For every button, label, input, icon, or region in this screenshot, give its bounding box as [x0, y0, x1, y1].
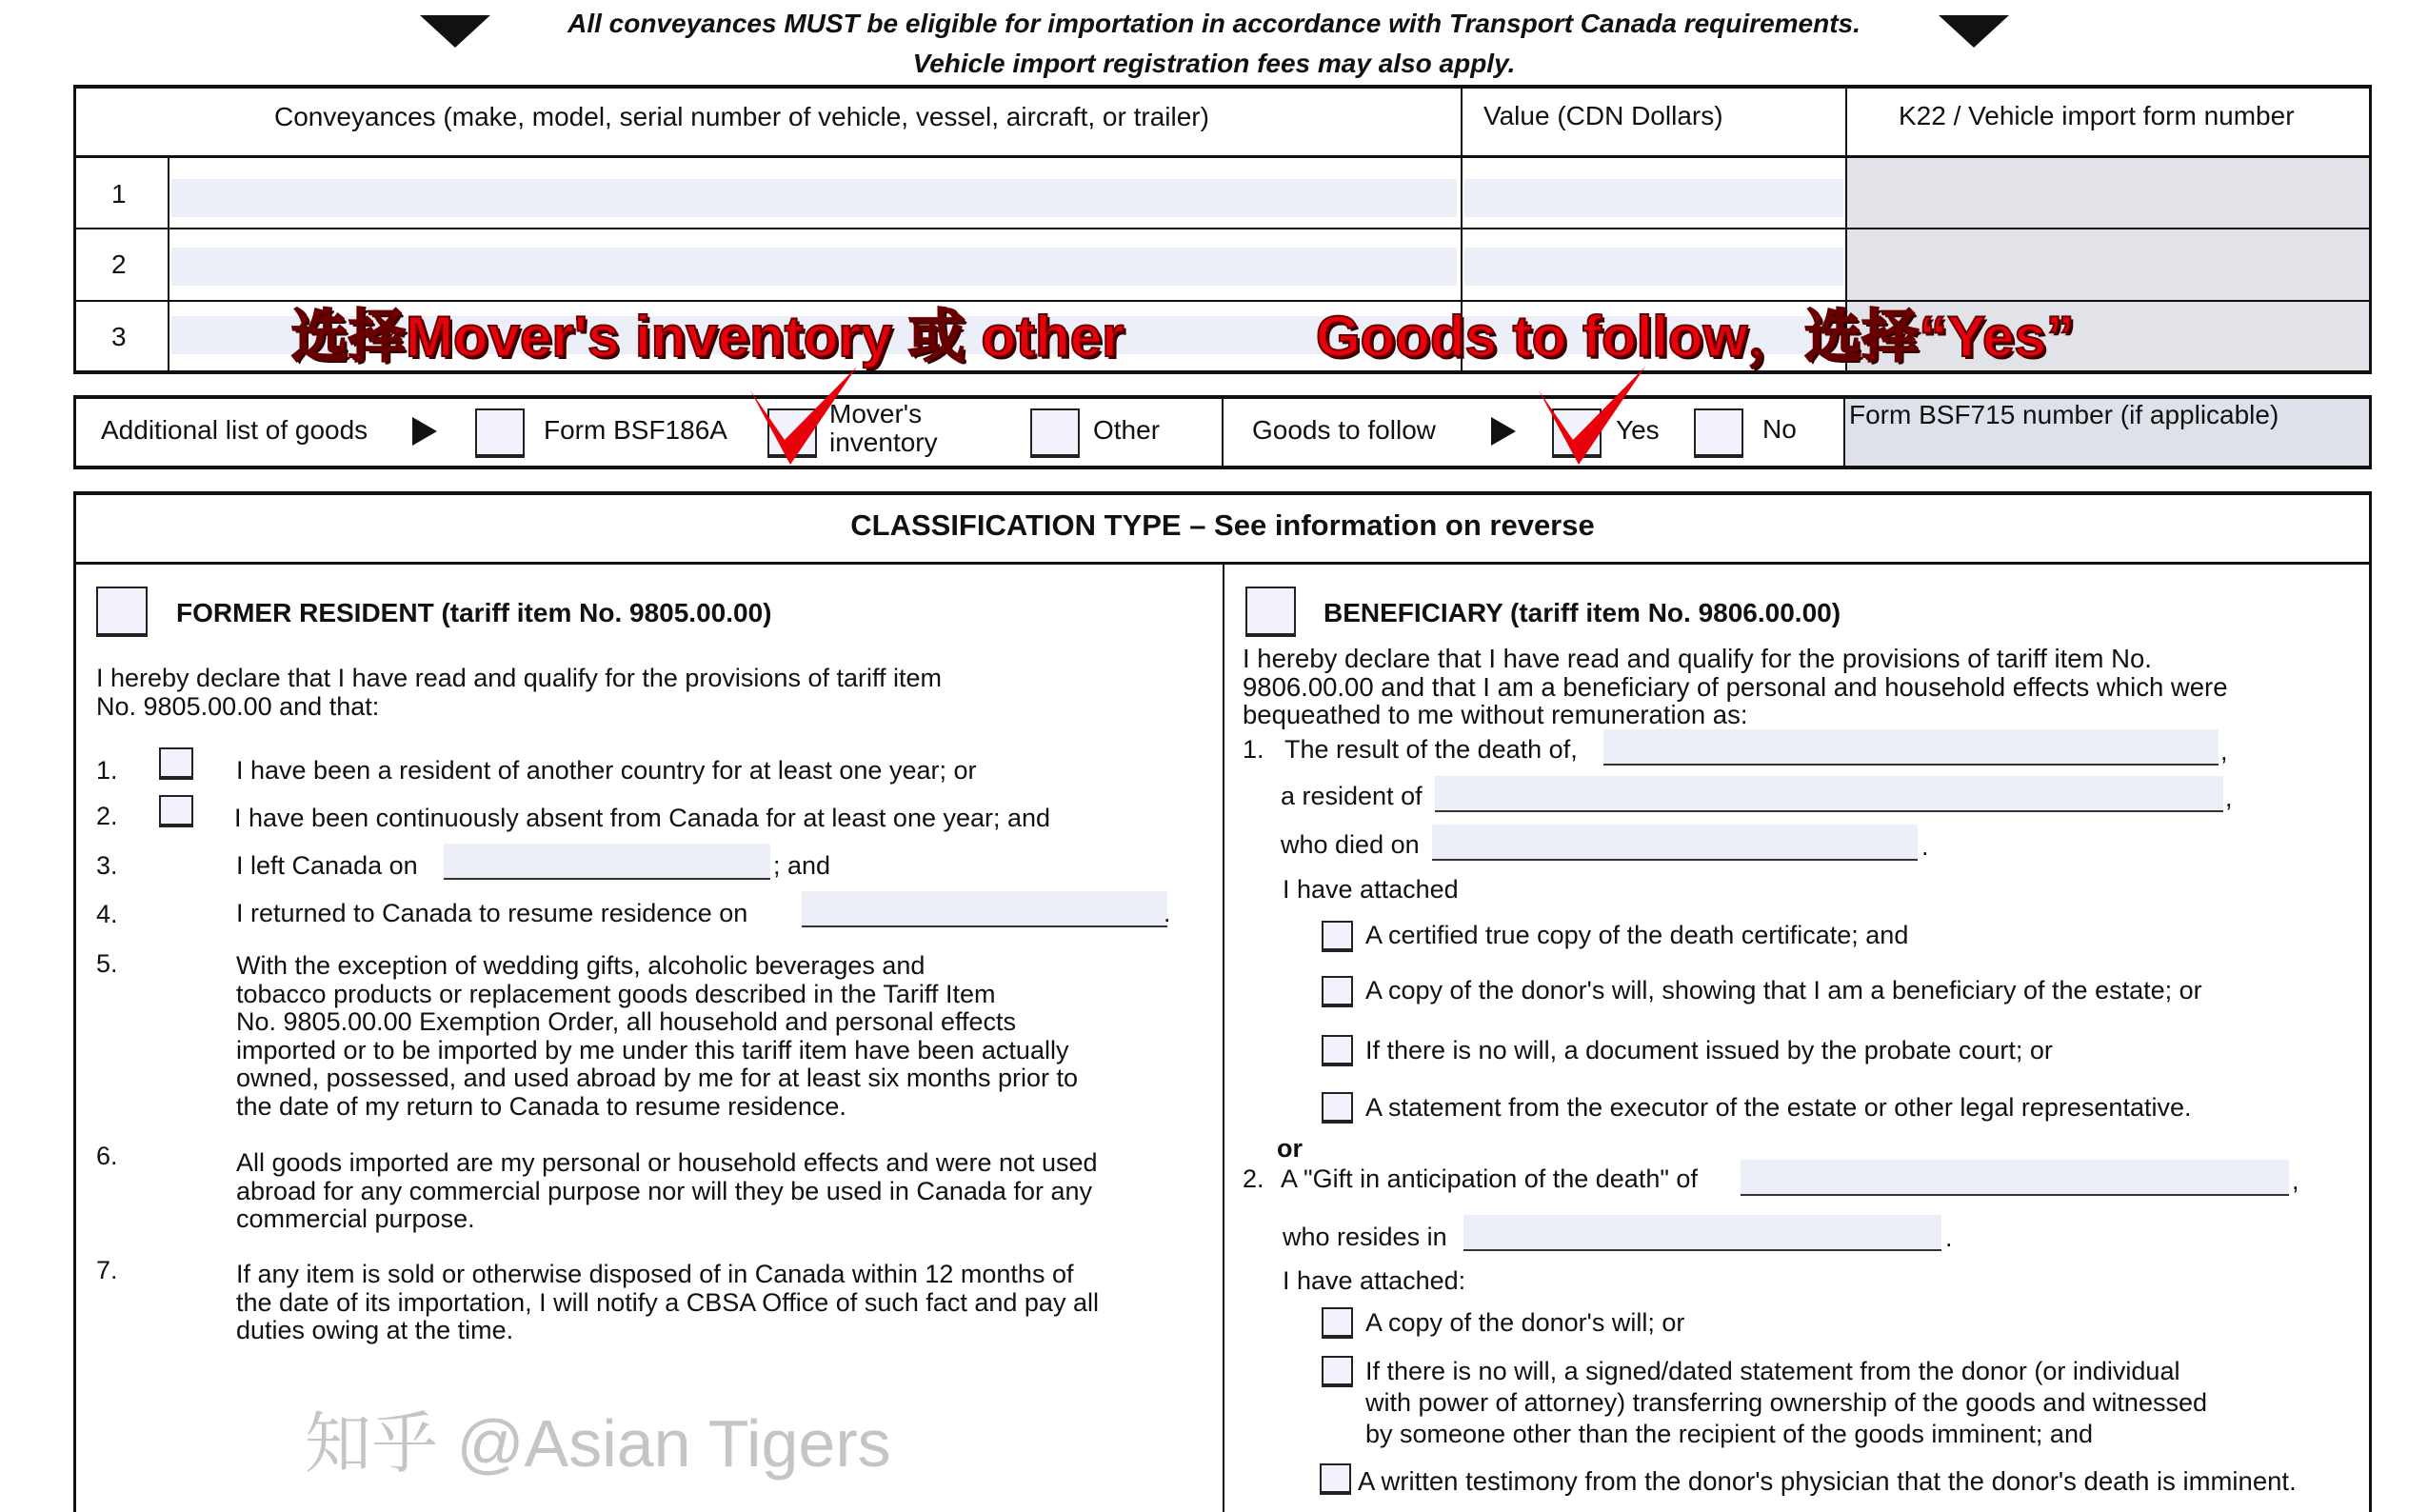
decl-line: I hereby declare that I have read and qualify for the provisions of tariff item [96, 664, 942, 692]
date-of-death-field[interactable] [1432, 825, 1918, 861]
deceased-name-field[interactable] [1603, 729, 2219, 766]
item-number: 7. [96, 1256, 118, 1284]
goods-to-follow-label: Goods to follow [1252, 415, 1436, 445]
probate-court-checkbox[interactable] [1322, 1035, 1353, 1066]
gift-donor-name-field[interactable] [1741, 1160, 2289, 1196]
returned-canada-date-field[interactable] [802, 891, 1167, 927]
item-text: A certified true copy of the death certificate; and [1365, 921, 1909, 949]
annotation-left: 选择Mover's inventory 或 other [291, 305, 1124, 368]
item-number: 3. [96, 851, 118, 880]
deceased-residence-field[interactable] [1435, 776, 2223, 812]
line: With the exception of wedding gifts, alcoholic beverages and [236, 951, 925, 980]
item-text: I have been continuously absent from Canada for at least one year; and [234, 804, 1051, 832]
col-value: Value (CDN Dollars) [1483, 101, 1723, 130]
header-line1: All conveyances MUST be eligible for importation in accordance with Transport Canada requirements. [567, 9, 1861, 38]
item-text: I left Canada on [236, 851, 418, 880]
item-text [236, 1261, 1099, 1345]
line: abroad for any commercial purpose nor will they be used in Canada for any [236, 1176, 1092, 1205]
item-text: I returned to Canada to resume residence on [236, 899, 748, 927]
row-number: 2 [111, 249, 127, 279]
item-number: 1. [1243, 735, 1264, 764]
line: I hereby declare that I have read and qualify for the provisions of tariff item No. [1243, 644, 2152, 673]
item-text: . [1164, 899, 1171, 927]
item-number: 2. [96, 802, 118, 830]
line: by someone other than the recipient of the goods imminent; and [1365, 1420, 2093, 1448]
movers-line2: inventory [829, 428, 938, 457]
continuously-absent-checkbox[interactable] [159, 795, 193, 827]
line: the date of its importation, I will notify a CBSA Office of such fact and pay all [236, 1287, 1099, 1317]
col-conveyance: Conveyances (make, model, serial number of vehicle, vessel, aircraft, or trailer) [274, 102, 1209, 131]
beneficiary-declaration [1243, 645, 2228, 729]
red-checkmark-icon [1531, 362, 1655, 467]
line: No. 9805.00.00 Exemption Order, all household and personal effects [236, 1007, 1017, 1036]
item-text: If there is no will, a document issued by the probate court; or [1365, 1036, 2053, 1064]
watermark: 知乎 @Asian Tigers [305, 1406, 891, 1481]
conveyance-field-1[interactable] [171, 179, 1457, 217]
item-text: A copy of the donor's will; or [1365, 1308, 1685, 1337]
physician-testimony-checkbox[interactable] [1320, 1463, 1351, 1495]
gift-will-checkbox[interactable] [1322, 1307, 1353, 1339]
item-text [236, 1149, 1098, 1234]
former-declaration [96, 665, 942, 721]
resident-another-country-checkbox[interactable] [159, 747, 193, 780]
item-number: 4. [96, 900, 118, 928]
line: tobacco products or replacement goods described in the Tariff Item [236, 979, 996, 1008]
left-canada-date-field[interactable] [444, 844, 770, 880]
classification-title: CLASSIFICATION TYPE – See information on reverse [850, 508, 1595, 542]
line: If any item is sold or otherwise disposed of in Canada within 12 months of [236, 1260, 1074, 1288]
conveyance-field-2[interactable] [171, 248, 1457, 286]
row-number: 3 [111, 322, 127, 351]
line: commercial purpose. [236, 1204, 475, 1233]
value-field-1[interactable] [1464, 179, 1843, 217]
line: If there is no will, a signed/dated statement from the donor (or individual [1365, 1357, 2180, 1385]
item-text: I have attached [1283, 875, 1459, 904]
item-text: I have attached: [1283, 1266, 1466, 1295]
header-line2: Vehicle import registration fees may also apply. [912, 49, 1516, 78]
item-number: 1. [96, 756, 118, 785]
bsf715-label: Form BSF715 number (if applicable) [1849, 400, 2279, 429]
line: imported or to be imported by me under this tariff item have been actually [236, 1035, 1069, 1064]
item-text: A copy of the donor's will, showing that I am a beneficiary of the estate; or [1365, 976, 2202, 1005]
red-checkmark-icon [743, 362, 866, 467]
line: 9806.00.00 and that I am a beneficiary of personal and household effects which were [1243, 671, 2228, 702]
item-text: A statement from the executor of the estate or other legal representative. [1365, 1093, 2192, 1122]
beneficiary-title: BENEFICIARY (tariff item No. 9806.00.00) [1323, 598, 1841, 627]
item-text: A written testimony from the donor's physician that the donor's death is imminent. [1358, 1466, 2297, 1496]
item-text: I have been a resident of another country for at least one year; or [236, 756, 977, 785]
right-arrow-icon [1491, 417, 1516, 446]
item-text [236, 952, 1078, 1121]
additional-label: Additional list of goods [101, 415, 368, 445]
other-checkbox[interactable] [1030, 408, 1080, 458]
donor-residence-field[interactable] [1463, 1215, 1941, 1251]
item-number: 2. [1243, 1164, 1264, 1193]
signed-statement-checkbox[interactable] [1322, 1356, 1353, 1387]
decl-line: No. 9805.00.00 and that: [96, 691, 380, 721]
movers-line1: Mover's [829, 399, 923, 428]
yes-label: Yes [1616, 415, 1660, 445]
form-bsf186a-checkbox[interactable] [475, 408, 525, 458]
other-label: Other [1093, 415, 1161, 445]
line: the date of my return to Canada to resume residence. [236, 1091, 846, 1121]
item-text: who resides in [1283, 1223, 1447, 1251]
beneficiary-checkbox[interactable] [1245, 587, 1296, 637]
former-resident-checkbox[interactable] [96, 587, 148, 637]
item-text: ; and [773, 851, 831, 880]
donors-will-checkbox[interactable] [1322, 976, 1353, 1007]
executor-statement-checkbox[interactable] [1322, 1092, 1353, 1124]
form-bsf186a-label: Form BSF186A [544, 415, 727, 445]
value-field-2[interactable] [1464, 248, 1843, 286]
line: All goods imported are my personal or household effects and were not used [236, 1148, 1098, 1177]
no-label: No [1762, 414, 1797, 444]
line: with power of attorney) transferring ownership of the goods and witnessed [1365, 1388, 2207, 1417]
no-checkbox[interactable] [1694, 408, 1743, 458]
death-certificate-checkbox[interactable] [1322, 921, 1353, 952]
row-number: 1 [111, 179, 127, 209]
item-text: The result of the death of, [1284, 735, 1578, 764]
former-resident-title: FORMER RESIDENT (tariff item No. 9805.00.00) [176, 598, 772, 627]
annotation-right: Goods to follow，选择“Yes” [1316, 305, 2075, 368]
line: duties owing at the time. [236, 1316, 514, 1344]
item-text [1365, 1356, 2207, 1450]
item-number: 6. [96, 1142, 118, 1170]
item-text: a resident of [1281, 782, 1423, 810]
col-k22: K22 / Vehicle import form number [1899, 101, 2295, 130]
item-text: who died on [1281, 830, 1420, 859]
line: owned, possessed, and used abroad by me for at least six months prior to [236, 1064, 1078, 1092]
item-text: A "Gift in anticipation of the death" of [1281, 1164, 1698, 1193]
right-arrow-icon [412, 417, 437, 446]
item-number: 5. [96, 949, 118, 978]
or-label: or [1277, 1134, 1303, 1163]
line: bequeathed to me without remuneration as: [1243, 700, 1748, 729]
